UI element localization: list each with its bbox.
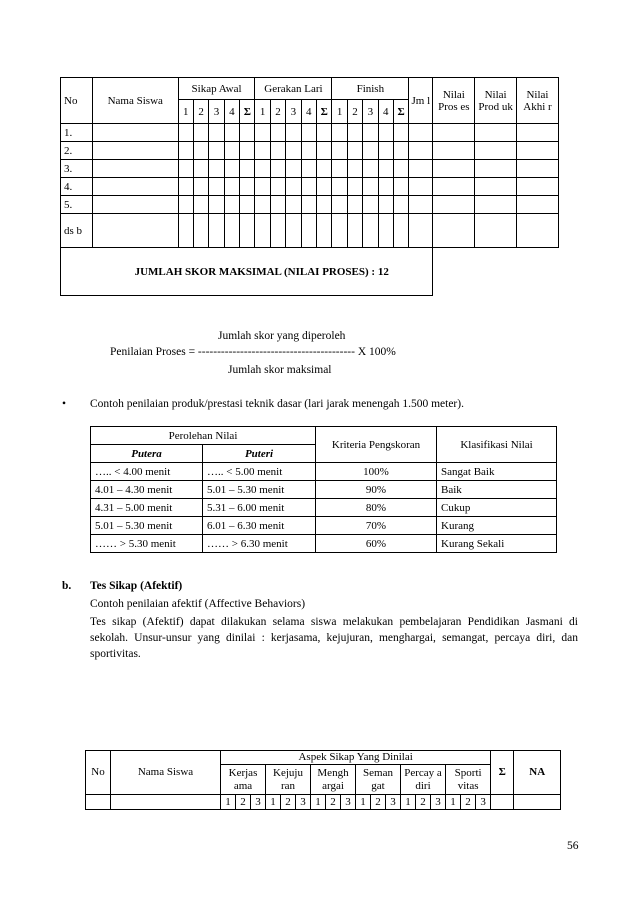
empty-cell <box>409 214 433 248</box>
scale-cell: 3 <box>431 795 446 810</box>
klasifikasi-cell: Baik <box>437 481 557 499</box>
empty-cell <box>347 178 362 196</box>
row-number: 5. <box>61 196 93 214</box>
header-nama: Nama Siswa <box>111 751 221 795</box>
kriteria-cell: 70% <box>316 517 437 535</box>
empty-cell <box>193 142 208 160</box>
empty-cell <box>193 214 208 248</box>
subheader-cell: 4 <box>378 100 393 124</box>
empty-cell <box>363 196 378 214</box>
empty-cell <box>516 142 558 160</box>
empty-cell <box>92 196 178 214</box>
aspect-header: Percay a diri <box>401 765 446 795</box>
header-kriteria: Kriteria Pengskoran <box>316 427 437 463</box>
empty-cell <box>332 196 347 214</box>
empty-cell <box>378 178 393 196</box>
empty-cell <box>240 124 255 142</box>
row-number: 2. <box>61 142 93 160</box>
putera-cell: …… > 5.30 menit <box>91 535 203 553</box>
scale-cell: 3 <box>341 795 356 810</box>
empty-cell <box>363 160 378 178</box>
puteri-cell: 6.01 – 6.30 menit <box>203 517 316 535</box>
subheader-cell: 4 <box>301 100 316 124</box>
empty-cell <box>255 178 270 196</box>
empty-cell <box>316 178 331 196</box>
row-number: 4. <box>61 178 93 196</box>
scale-cell: 1 <box>266 795 281 810</box>
empty-cell <box>270 142 285 160</box>
empty-cell <box>193 178 208 196</box>
header-no: No <box>61 78 93 124</box>
puteri-cell: 5.01 – 5.30 menit <box>203 481 316 499</box>
empty-cell <box>347 196 362 214</box>
classification-table <box>90 426 557 553</box>
klasifikasi-cell: Cukup <box>437 499 557 517</box>
subheader-cell: 2 <box>347 100 362 124</box>
empty-cell <box>92 142 178 160</box>
empty-cell <box>270 196 285 214</box>
bullet-icon: • <box>62 398 67 410</box>
scale-cell: 1 <box>446 795 461 810</box>
empty-cell <box>393 178 408 196</box>
empty-cell <box>270 160 285 178</box>
table-row <box>61 178 559 196</box>
empty-cell <box>193 196 208 214</box>
subheader-cell: 3 <box>363 100 378 124</box>
empty-cell <box>316 160 331 178</box>
putera-cell: 4.01 – 4.30 menit <box>91 481 203 499</box>
klasifikasi-cell: Kurang Sekali <box>437 535 557 553</box>
scale-cell: 1 <box>401 795 416 810</box>
empty-cell <box>286 196 301 214</box>
empty-cell <box>475 196 517 214</box>
empty-cell <box>433 196 475 214</box>
kriteria-cell: 80% <box>316 499 437 517</box>
empty-cell <box>433 160 475 178</box>
empty-cell <box>378 160 393 178</box>
scale-cell: 1 <box>356 795 371 810</box>
empty-cell <box>316 142 331 160</box>
section-title: Tes Sikap (Afektif) <box>90 580 183 592</box>
header-sigma: Σ <box>491 751 514 795</box>
table-row <box>61 214 559 248</box>
empty-cell <box>178 142 193 160</box>
scale-cell: 2 <box>281 795 296 810</box>
empty-cell <box>178 124 193 142</box>
empty-cell <box>332 160 347 178</box>
empty-cell <box>347 160 362 178</box>
puteri-cell: …… > 6.30 menit <box>203 535 316 553</box>
empty-cell <box>516 124 558 142</box>
empty-cell <box>286 142 301 160</box>
subheader-cell: Σ <box>393 100 408 124</box>
scale-cell: 2 <box>326 795 341 810</box>
max-score-label: JUMLAH SKOR MAKSIMAL (NILAI PROSES) : 12 <box>61 248 433 296</box>
empty-cell <box>347 142 362 160</box>
empty-cell <box>393 214 408 248</box>
header-nilai-akhir: Nilai Akhi r <box>516 78 558 124</box>
empty-cell <box>475 214 517 248</box>
empty-cell <box>270 124 285 142</box>
aspect-header: Mengh argai <box>311 765 356 795</box>
empty-cell <box>363 124 378 142</box>
empty-cell <box>240 160 255 178</box>
formula-numerator: Jumlah skor yang diperoleh <box>218 330 346 342</box>
header-finish: Finish <box>332 78 409 100</box>
empty-cell <box>224 196 239 214</box>
empty-cell <box>301 160 316 178</box>
empty-cell <box>516 178 558 196</box>
row-number: 3. <box>61 160 93 178</box>
formula-denominator: Jumlah skor maksimal <box>228 364 332 376</box>
empty-cell <box>409 124 433 142</box>
table-row <box>61 142 559 160</box>
aspect-header: Seman gat <box>356 765 401 795</box>
empty-cell <box>240 214 255 248</box>
empty-cell <box>301 124 316 142</box>
klasifikasi-cell: Sangat Baik <box>437 463 557 481</box>
empty-cell <box>475 142 517 160</box>
subheader-cell: 2 <box>270 100 285 124</box>
table-row <box>61 124 559 142</box>
putera-cell: 5.01 – 5.30 menit <box>91 517 203 535</box>
empty-cell <box>301 196 316 214</box>
section-subtitle: Contoh penilaian afektif (Affective Behaviors) <box>90 598 306 610</box>
aspect-header: Kejuju ran <box>266 765 311 795</box>
empty-cell <box>301 142 316 160</box>
kriteria-cell: 60% <box>316 535 437 553</box>
empty-cell <box>409 178 433 196</box>
puteri-cell: ….. < 5.00 menit <box>203 463 316 481</box>
table-row <box>91 499 557 517</box>
empty-cell <box>270 178 285 196</box>
page-number: 56 <box>567 840 579 852</box>
scale-cell: 1 <box>311 795 326 810</box>
empty-cell <box>240 142 255 160</box>
section-paragraph: Tes sikap (Afektif) dapat dilakukan selama siswa melakukan pembelajaran Pendidikan Jasmani di sekolah. Unsur-unsur yang dinilai : kerjasama, kejujuran, menghargai, semangat, percaya diri, dan sportivitas. <box>90 616 578 660</box>
empty-cell <box>209 178 224 196</box>
bullet-text: Contoh penilaian produk/prestasi teknik dasar (lari jarak menengah 1.500 meter). <box>90 398 464 410</box>
scale-cell: 2 <box>461 795 476 810</box>
empty-cell <box>433 214 475 248</box>
kriteria-cell: 100% <box>316 463 437 481</box>
scale-cell: 3 <box>296 795 311 810</box>
empty-cell <box>378 196 393 214</box>
aspect-header: Sporti vitas <box>446 765 491 795</box>
header-aspek: Aspek Sikap Yang Dinilai <box>221 751 491 765</box>
empty-cell <box>255 142 270 160</box>
empty-cell <box>286 160 301 178</box>
empty-cell <box>255 124 270 142</box>
empty-cell <box>209 160 224 178</box>
scale-cell: 2 <box>236 795 251 810</box>
subheader-cell: 3 <box>209 100 224 124</box>
empty-cell <box>363 214 378 248</box>
empty-cell <box>332 178 347 196</box>
empty-cell <box>193 160 208 178</box>
empty-cell <box>224 142 239 160</box>
empty-cell <box>475 178 517 196</box>
empty-cell <box>301 214 316 248</box>
empty-cell <box>92 178 178 196</box>
header-sikap-awal: Sikap Awal <box>178 78 255 100</box>
empty-cell <box>92 124 178 142</box>
empty-cell <box>475 124 517 142</box>
empty-cell <box>393 142 408 160</box>
table-row <box>91 481 557 499</box>
scale-cell: 3 <box>476 795 491 810</box>
subheader-cell: 1 <box>255 100 270 124</box>
empty-cell <box>178 214 193 248</box>
subheader-cell: 2 <box>193 100 208 124</box>
empty-cell <box>475 160 517 178</box>
empty-cell <box>301 178 316 196</box>
empty-cell <box>516 214 558 248</box>
empty-cell <box>316 196 331 214</box>
empty-cell <box>409 160 433 178</box>
empty-cell <box>178 160 193 178</box>
table-row <box>91 517 557 535</box>
affective-table <box>85 750 561 810</box>
empty-cell <box>514 795 561 810</box>
table-row <box>91 535 557 553</box>
empty-cell <box>286 178 301 196</box>
empty-cell <box>111 795 221 810</box>
table-row <box>61 160 559 178</box>
row-number: ds b <box>61 214 93 248</box>
scale-cell: 1 <box>221 795 236 810</box>
header-na: NA <box>514 751 561 795</box>
empty-cell <box>433 124 475 142</box>
empty-cell <box>393 196 408 214</box>
empty-cell <box>378 124 393 142</box>
empty-cell <box>332 214 347 248</box>
subheader-cell: 1 <box>332 100 347 124</box>
header-nilai-proses: Nilai Pros es <box>433 78 475 124</box>
scale-cell: 3 <box>386 795 401 810</box>
empty-cell <box>286 124 301 142</box>
empty-cell <box>92 160 178 178</box>
empty-cell <box>224 160 239 178</box>
table-row <box>91 463 557 481</box>
subheader-cell: 3 <box>286 100 301 124</box>
empty-cell <box>193 124 208 142</box>
scale-cell: 3 <box>251 795 266 810</box>
empty-cell <box>224 124 239 142</box>
empty-cell <box>393 124 408 142</box>
header-puteri: Puteri <box>203 445 316 463</box>
empty-cell <box>409 142 433 160</box>
empty-cell <box>516 160 558 178</box>
subheader-cell: 4 <box>224 100 239 124</box>
empty-cell <box>270 214 285 248</box>
header-nilai-produk: Nilai Prod uk <box>475 78 517 124</box>
empty-cell <box>224 214 239 248</box>
empty-cell <box>316 214 331 248</box>
header-no: No <box>86 751 111 795</box>
header-gerakan-lari: Gerakan Lari <box>255 78 332 100</box>
empty-cell <box>209 214 224 248</box>
header-klasifikasi: Klasifikasi Nilai <box>437 427 557 463</box>
subheader-cell: 1 <box>178 100 193 124</box>
empty-cell <box>347 214 362 248</box>
empty-cell <box>240 178 255 196</box>
empty-cell <box>255 214 270 248</box>
kriteria-cell: 90% <box>316 481 437 499</box>
header-nama: Nama Siswa <box>92 78 178 124</box>
empty-cell <box>491 795 514 810</box>
empty-cell <box>433 178 475 196</box>
empty-cell <box>332 142 347 160</box>
puteri-cell: 5.31 – 6.00 menit <box>203 499 316 517</box>
empty-cell <box>224 178 239 196</box>
subheader-cell: Σ <box>240 100 255 124</box>
putera-cell: ….. < 4.00 menit <box>91 463 203 481</box>
empty-cell <box>209 196 224 214</box>
empty-cell <box>240 196 255 214</box>
empty-cell <box>363 178 378 196</box>
section-letter: b. <box>62 580 72 592</box>
process-score-table <box>60 77 559 296</box>
empty-cell <box>378 142 393 160</box>
header-putera: Putera <box>91 445 203 463</box>
putera-cell: 4.31 – 5.00 menit <box>91 499 203 517</box>
table-row <box>61 196 559 214</box>
empty-cell <box>92 214 178 248</box>
empty-cell <box>378 214 393 248</box>
empty-cell <box>433 142 475 160</box>
subheader-cell: Σ <box>316 100 331 124</box>
empty-cell <box>255 160 270 178</box>
formula-line: Penilaian Proses = ----------------------------------------- X 100% <box>110 346 396 358</box>
header-perolehan: Perolehan Nilai <box>91 427 316 445</box>
aspect-header: Kerjas ama <box>221 765 266 795</box>
empty-cell <box>516 196 558 214</box>
empty-cell <box>409 196 433 214</box>
empty-cell <box>286 214 301 248</box>
empty-cell <box>209 124 224 142</box>
empty-cell <box>209 142 224 160</box>
row-number: 1. <box>61 124 93 142</box>
empty-cell <box>86 795 111 810</box>
empty-cell <box>255 196 270 214</box>
empty-cell <box>332 124 347 142</box>
empty-cell <box>316 124 331 142</box>
empty-cell <box>363 142 378 160</box>
empty-cell <box>347 124 362 142</box>
klasifikasi-cell: Kurang <box>437 517 557 535</box>
empty-cell <box>178 196 193 214</box>
scale-cell: 2 <box>371 795 386 810</box>
empty-cell <box>178 178 193 196</box>
scale-cell: 2 <box>416 795 431 810</box>
empty-cell <box>393 160 408 178</box>
header-jml: Jm l <box>409 78 433 124</box>
